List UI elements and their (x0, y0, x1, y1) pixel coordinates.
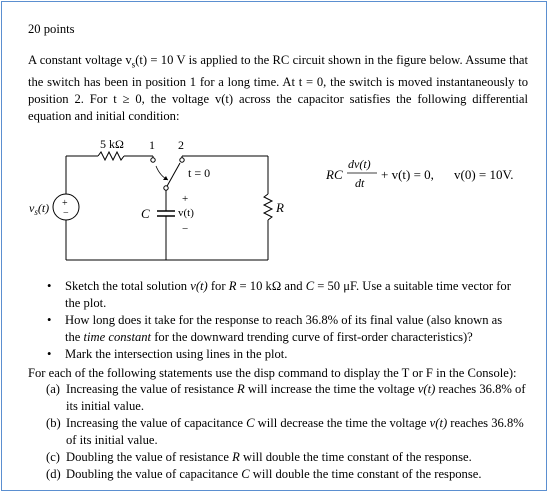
switch-blade (166, 163, 180, 188)
points-label: 20 points (28, 22, 75, 36)
differential-equation (326, 154, 536, 194)
rc-circuit-diagram (28, 136, 298, 276)
resistor-5k (98, 152, 124, 160)
switch-position-1: 1 (149, 138, 155, 152)
capacitor-minus: − (182, 223, 189, 235)
source-plus: + (62, 198, 68, 209)
eq-initial-condition: v(0) = 10V. (454, 167, 514, 182)
resistor-5k-label: 5 kΩ (100, 137, 124, 151)
resistor-r-label: R (276, 200, 284, 215)
switch-position-2: 2 (178, 138, 184, 152)
source-minus: − (63, 208, 69, 219)
capacitor-plus: + (182, 193, 189, 205)
eq-rc: RC (326, 167, 343, 182)
list-item: (c) Doubling the value of resistance R will double the time constant of the response. (46, 450, 472, 464)
task-bullets (43, 278, 513, 363)
eq-denominator: dt (355, 176, 365, 190)
switch-time-label: t = 0 (188, 166, 211, 180)
list-item: (b) Increasing the value of capacitance C will decrease the time the voltage v(t) reaches 36.8% of its initial value. (46, 416, 524, 447)
list-item: (d) Doubling the value of capacitance C will double the time constant of the response. (46, 467, 482, 481)
capacitor-voltage-label: v(t) (178, 207, 194, 219)
capacitor-label: C (141, 206, 150, 221)
statements-list (46, 381, 526, 483)
list-item: • Sketch the total solution v(t) for R = 10 kΩ and C = 50 μF. Use a suitable time vector for the plot. (47, 279, 511, 310)
resistor-r (264, 194, 272, 220)
statements-intro: For each of the following statements use the disp command to display the T or F in the Console): (28, 366, 517, 380)
source-label: $v_s(t)$ (29, 201, 50, 217)
list-item: • How long does it take for the response to reach 36.8% of its final value (also known as the time constant for the downward trending curve of first-order characteristics)? (47, 313, 503, 344)
list-item: • Mark the intersection using lines in the plot. (47, 347, 288, 361)
eq-rest: + v(t) = 0, (381, 167, 434, 182)
list-item: (a) Increasing the value of resistance R will increase the time the voltage v(t) reaches 36.8% of its initial value. (46, 382, 526, 413)
eq-numerator: dv(t) (348, 157, 371, 171)
problem-intro: A constant voltage $v_s(t) = 10$ V is applied to the RC circuit shown in the figure below. Assume that the switch has been in position 1 for a long time. At t = 0, the switch is moved instantaneously to position 2. For t ≥ 0, the voltage v(t) across the capacitor satisfies the following differential equation and initial condition: (28, 53, 528, 123)
